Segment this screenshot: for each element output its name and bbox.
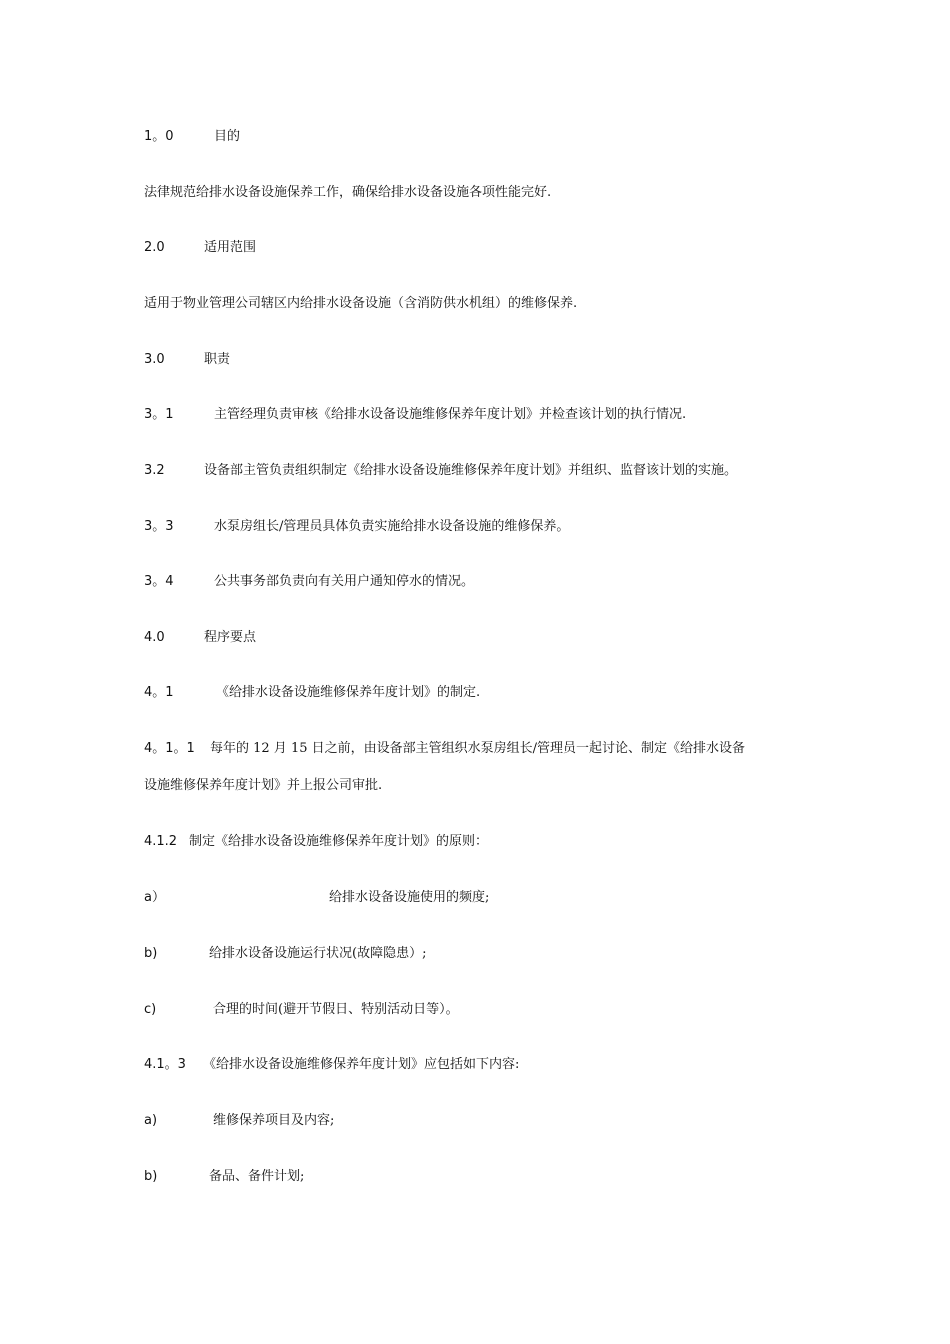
section-4-heading xyxy=(144,629,256,647)
section-text: 制定《给排水设备设施维修保养年度计划》的原则： xyxy=(189,834,489,849)
section-2-body: 适用于物业管理公司辖区内给排水设备设施（含消防供水机组）的维修保养. xyxy=(144,296,578,311)
section-2-heading xyxy=(144,239,256,257)
section-number: 2.0 xyxy=(144,240,165,255)
section-number: 4.1。3 xyxy=(144,1057,186,1072)
section-text: 公共事务部负责向有关用户通知停水的情况。 xyxy=(214,574,475,589)
content-a xyxy=(144,1112,334,1130)
section-1-heading xyxy=(144,128,240,146)
section-number: 3。1 xyxy=(144,407,174,422)
section-text: 《给排水设备设施维修保养年度计划》的制定. xyxy=(216,685,481,700)
section-title: 适用范围 xyxy=(204,240,257,255)
list-marker: a） xyxy=(144,890,165,905)
section-number: 3。3 xyxy=(144,519,174,534)
principle-c xyxy=(144,1001,459,1019)
section-number: 1。0 xyxy=(144,129,174,144)
section-3-2 xyxy=(144,462,737,480)
list-text: 给排水设备设施使用的频度; xyxy=(329,890,490,905)
list-marker: b) xyxy=(144,946,158,961)
principle-a xyxy=(144,889,489,907)
section-text: 《给排水设备设施维修保养年度计划》应包括如下内容: xyxy=(203,1057,520,1072)
list-text: 合理的时间(避开节假日、特别活动日等）。 xyxy=(213,1002,459,1017)
section-text: 每年的 12 月 15 日之前，由设备部主管组织水泵房组长/管理员一起讨论、制定《给排水设备 xyxy=(210,741,745,756)
list-text: 给排水设备设施运行状况(故障隐患）; xyxy=(209,946,427,961)
section-3-3 xyxy=(144,518,569,536)
section-4-1-1-continuation: 设施维修保养年度计划》并上报公司审批. xyxy=(144,778,383,793)
section-number: 4。1。1 xyxy=(144,741,195,756)
section-title: 职责 xyxy=(204,352,231,367)
section-text: 主管经理负责审核《给排水设备设施维修保养年度计划》并检查该计划的执行情况. xyxy=(214,407,687,422)
section-4-1-1 xyxy=(144,740,745,758)
section-3-heading xyxy=(144,351,230,369)
section-4-1-2 xyxy=(144,833,488,851)
section-number: 3.0 xyxy=(144,352,165,367)
section-number: 3。4 xyxy=(144,574,174,589)
section-text: 设备部主管负责组织制定《给排水设备设施维修保养年度计划》并组织、监督该计划的实施。 xyxy=(204,463,738,478)
section-4-1 xyxy=(144,684,480,702)
list-text: 维修保养项目及内容; xyxy=(213,1113,335,1128)
section-3-1 xyxy=(144,406,686,424)
section-number: 4。1 xyxy=(144,685,174,700)
list-marker: a) xyxy=(144,1113,158,1128)
section-number: 4.0 xyxy=(144,630,165,645)
section-3-4 xyxy=(144,573,474,591)
section-1-body: 法律规范给排水设备设施保养工作，确保给排水设备设施各项性能完好. xyxy=(144,185,552,200)
section-number: 4.1.2 xyxy=(144,834,178,849)
section-text: 水泵房组长/管理员具体负责实施给排水设备设施的维修保养。 xyxy=(214,519,570,534)
list-marker: c) xyxy=(144,1002,157,1017)
section-4-1-3 xyxy=(144,1056,519,1074)
list-marker: b) xyxy=(144,1169,158,1184)
list-text: 备品、备件计划; xyxy=(209,1169,305,1184)
section-number: 3.2 xyxy=(144,463,165,478)
content-b xyxy=(144,1168,304,1186)
section-title: 程序要点 xyxy=(204,630,257,645)
section-title: 目的 xyxy=(214,129,241,144)
principle-b xyxy=(144,945,426,963)
